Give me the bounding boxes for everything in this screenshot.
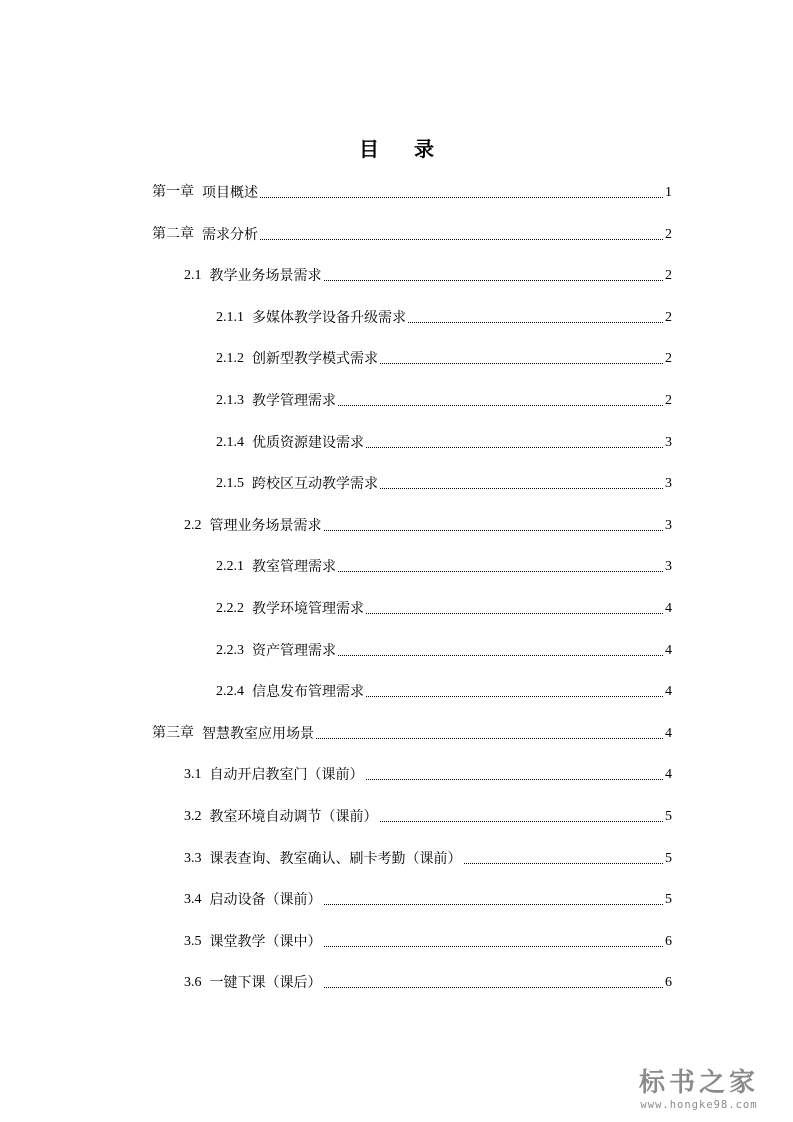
toc-entry-title: 一键下课（课后）	[209, 975, 322, 992]
toc-entry-title: 优质资源建设需求	[252, 434, 364, 451]
toc-dot-leader	[260, 196, 663, 198]
toc-entry-number: 2.2.2	[216, 601, 244, 616]
toc-entry-number: 2.1.2	[216, 351, 244, 367]
toc-dot-leader	[324, 529, 664, 531]
toc-dot-leader	[380, 820, 664, 822]
toc-dot-leader	[260, 238, 663, 240]
toc-entry-page: 4	[665, 684, 672, 700]
toc-entry-page: 4	[665, 767, 672, 783]
toc-entry-page: 6	[665, 975, 672, 991]
toc-entry[interactable]	[216, 552, 672, 576]
toc-entry-title: 资产管理需求	[252, 642, 336, 659]
toc-entry-number: 2.2.3	[216, 642, 244, 658]
toc-entry-title: 教学业务场景需求	[209, 268, 322, 285]
toc-entry-title: 教室管理需求	[252, 559, 336, 576]
toc-entry[interactable]	[184, 968, 672, 992]
toc-entry-page: 2	[665, 351, 672, 367]
toc-entry-page: 5	[665, 850, 672, 866]
toc-entry-title: 信息发布管理需求	[252, 684, 364, 701]
toc-entry-title: 教室环境自动调节（课前）	[209, 809, 378, 825]
toc-dot-leader	[366, 612, 663, 614]
toc-entry-title: 教学管理需求	[252, 393, 336, 409]
toc-dot-leader	[324, 945, 664, 947]
toc-dot-leader	[366, 695, 663, 697]
toc-entry-page: 4	[665, 642, 672, 658]
toc-entry[interactable]	[216, 386, 672, 410]
toc-entry-number: 2.1.4	[216, 434, 244, 450]
toc-entry-number: 2.1	[184, 268, 202, 284]
toc-dot-leader	[338, 654, 663, 656]
toc-entry-page: 2	[665, 226, 672, 242]
toc-entry[interactable]	[216, 636, 672, 660]
toc-entry-number: 2.1.1	[216, 309, 244, 325]
toc-dot-leader	[366, 778, 664, 780]
toc-entry-page: 1	[665, 185, 672, 200]
toc-dot-leader	[338, 570, 663, 572]
toc-entry[interactable]	[184, 844, 672, 868]
toc-dot-leader	[324, 279, 664, 281]
toc-dot-leader	[380, 362, 663, 364]
toc-entry[interactable]	[216, 594, 672, 618]
toc-entry-page: 6	[665, 933, 672, 949]
toc-entry-page: 4	[665, 725, 672, 741]
toc-entry-number: 2.1.5	[216, 476, 244, 492]
toc-entry-number: 2.2	[184, 517, 202, 533]
toc-entry-title: 跨校区互动教学需求	[252, 476, 378, 493]
toc-entry-page: 3	[665, 476, 672, 492]
toc-entry[interactable]	[184, 511, 672, 535]
toc-entry-number: 2.2.1	[216, 559, 244, 575]
toc-entry-page: 5	[665, 892, 672, 908]
toc-entry[interactable]	[184, 760, 672, 784]
toc-dot-leader	[324, 903, 664, 905]
toc-entry-number: 3.6	[184, 975, 202, 991]
toc-entry[interactable]	[184, 261, 672, 285]
toc-entry[interactable]	[152, 178, 672, 202]
toc-entry-number: 第二章	[152, 226, 194, 242]
toc-dot-leader	[324, 986, 664, 988]
toc-entry-title: 项目概述	[202, 185, 258, 201]
watermark-url: www.hongke98.com	[640, 1099, 758, 1111]
toc-dot-leader	[408, 321, 663, 323]
toc-entry-page: 5	[665, 809, 672, 824]
toc-entry-title: 创新型教学模式需求	[252, 351, 378, 368]
toc-entry-number: 第一章	[152, 185, 194, 200]
toc-entry-page: 3	[665, 559, 672, 575]
toc-entry[interactable]	[184, 802, 672, 826]
toc-entry-title: 启动设备（课前）	[209, 892, 322, 909]
toc-entry-title: 课堂教学（课中）	[209, 933, 322, 950]
toc-entry-number: 3.5	[184, 933, 202, 949]
toc-entry-number: 2.1.3	[216, 393, 244, 408]
toc-entry-page: 4	[665, 601, 672, 616]
toc-entry-title: 多媒体教学设备升级需求	[252, 309, 406, 326]
toc-entry-title: 需求分析	[202, 226, 258, 243]
toc-title: 目 录	[359, 137, 448, 161]
toc-entry[interactable]	[152, 719, 672, 743]
toc-entry-page: 2	[665, 393, 672, 408]
watermark-name: 标书之家	[638, 1068, 759, 1098]
toc-entry-title: 教学环境管理需求	[252, 601, 364, 617]
toc-entry[interactable]	[184, 927, 672, 951]
toc-entry[interactable]	[216, 469, 672, 493]
toc-entry-page: 2	[665, 268, 672, 284]
toc-entry-title: 课表查询、教室确认、刷卡考勤（课前）	[209, 850, 462, 867]
toc-entry-title: 管理业务场景需求	[209, 517, 322, 534]
toc-dot-leader	[338, 404, 663, 406]
toc-entry-title: 自动开启教室门（课前）	[209, 767, 364, 784]
toc-entry[interactable]	[216, 428, 672, 452]
toc-entry[interactable]	[152, 220, 672, 244]
toc-entry-number: 第三章	[152, 725, 194, 741]
toc-entry-page: 3	[665, 434, 672, 450]
toc-entry-title: 智慧教室应用场景	[202, 725, 314, 742]
toc-entry[interactable]	[216, 344, 672, 368]
toc-dot-leader	[464, 862, 664, 864]
watermark-logo	[619, 1068, 779, 1112]
toc-entry-number: 3.1	[184, 767, 202, 783]
toc-entry-number: 3.2	[184, 809, 202, 824]
toc-entry-page: 2	[665, 309, 672, 325]
toc-dot-leader	[366, 446, 663, 448]
toc-entry[interactable]	[216, 303, 672, 327]
toc-entry[interactable]	[216, 677, 672, 701]
toc-entry-number: 3.3	[184, 850, 202, 866]
toc-entry[interactable]	[184, 885, 672, 909]
toc-dot-leader	[380, 487, 663, 489]
toc-dot-leader	[316, 737, 663, 739]
toc-entry-number: 2.2.4	[216, 684, 244, 700]
toc-entry-page: 3	[665, 517, 672, 533]
toc-entry-number: 3.4	[184, 892, 202, 908]
